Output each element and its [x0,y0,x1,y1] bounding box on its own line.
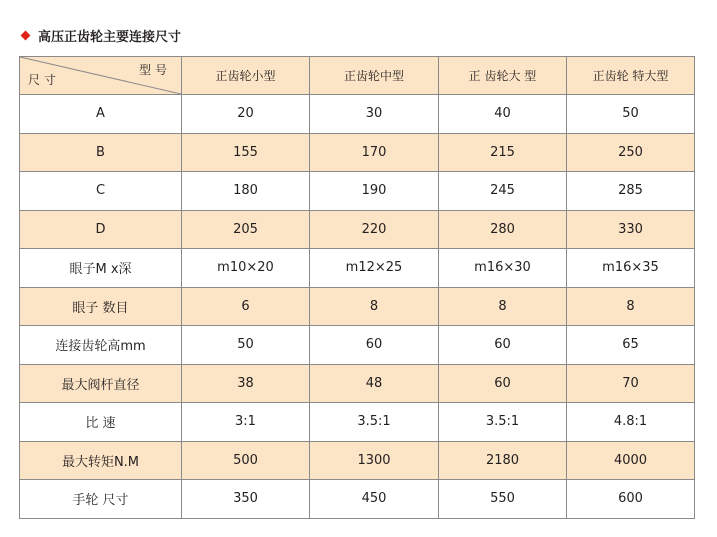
table-row [20,249,695,288]
table-cell: 8 [310,287,439,326]
table-row [20,326,695,365]
table-cell: 30 [310,95,439,134]
row-label: 手轮 尺寸 [20,480,182,519]
table-cell: 600 [567,480,695,519]
table-cell: 170 [310,133,439,172]
table-cell: 8 [567,287,695,326]
page-title: 高压正齿轮主要连接尺寸 [38,29,182,45]
row-label: B [20,133,182,172]
column-header: 正齿轮小型 [182,57,310,95]
row-label: D [20,210,182,249]
table-cell: 60 [310,326,439,365]
table-row [20,364,695,403]
diamond-bullet-icon [21,30,31,40]
table-cell: 500 [182,441,310,480]
table-cell: 3.5:1 [439,403,567,442]
table-cell: 70 [567,364,695,403]
table-cell: 280 [439,210,567,249]
header-corner-cell [20,57,182,95]
table-row [20,287,695,326]
table-cell: 50 [567,95,695,134]
table-cell: m10×20 [182,249,310,288]
table-cell: 65 [567,326,695,365]
spec-table [19,56,695,519]
table-cell: 38 [182,364,310,403]
table-row [20,133,695,172]
table-cell: 6 [182,287,310,326]
table-cell: 330 [567,210,695,249]
table-cell: 205 [182,210,310,249]
table-cell: 155 [182,133,310,172]
table-cell: m16×35 [567,249,695,288]
table-row [20,480,695,519]
table-cell: 245 [439,172,567,211]
table-cell: 550 [439,480,567,519]
table-cell: 8 [439,287,567,326]
column-header: 正齿轮 特大型 [567,57,695,95]
table-cell: 4.8:1 [567,403,695,442]
table-cell: 285 [567,172,695,211]
table-header-row [20,57,695,95]
table-cell: 450 [310,480,439,519]
table-row [20,210,695,249]
table-cell: 2180 [439,441,567,480]
header-model-label: 型 号 [139,63,167,77]
table-cell: 190 [310,172,439,211]
table-cell: 220 [310,210,439,249]
row-label: C [20,172,182,211]
column-header: 正 齿轮大 型 [439,57,567,95]
row-label: 比 速 [20,403,182,442]
table-cell: 20 [182,95,310,134]
table-cell: 1300 [310,441,439,480]
table-cell: 180 [182,172,310,211]
table-cell: 40 [439,95,567,134]
row-label: 眼子M x深 [20,249,182,288]
column-header: 正齿轮中型 [310,57,439,95]
table-cell: 60 [439,364,567,403]
row-label: A [20,95,182,134]
table-cell: m12×25 [310,249,439,288]
table-row [20,95,695,134]
table-cell: 48 [310,364,439,403]
table-cell: 250 [567,133,695,172]
table-cell: 3.5:1 [310,403,439,442]
row-label: 连接齿轮高mm [20,326,182,365]
table-row [20,403,695,442]
table-cell: 4000 [567,441,695,480]
table-cell: 350 [182,480,310,519]
table-row [20,441,695,480]
row-label: 最大转矩N.M [20,441,182,480]
table-cell: m16×30 [439,249,567,288]
table-cell: 3:1 [182,403,310,442]
table-cell: 50 [182,326,310,365]
header-dimension-label: 尺 寸 [28,73,56,87]
table-cell: 60 [439,326,567,365]
row-label: 最大阀杆直径 [20,364,182,403]
table-cell: 215 [439,133,567,172]
table-row [20,172,695,211]
row-label: 眼子 数目 [20,287,182,326]
section-title [22,25,181,45]
